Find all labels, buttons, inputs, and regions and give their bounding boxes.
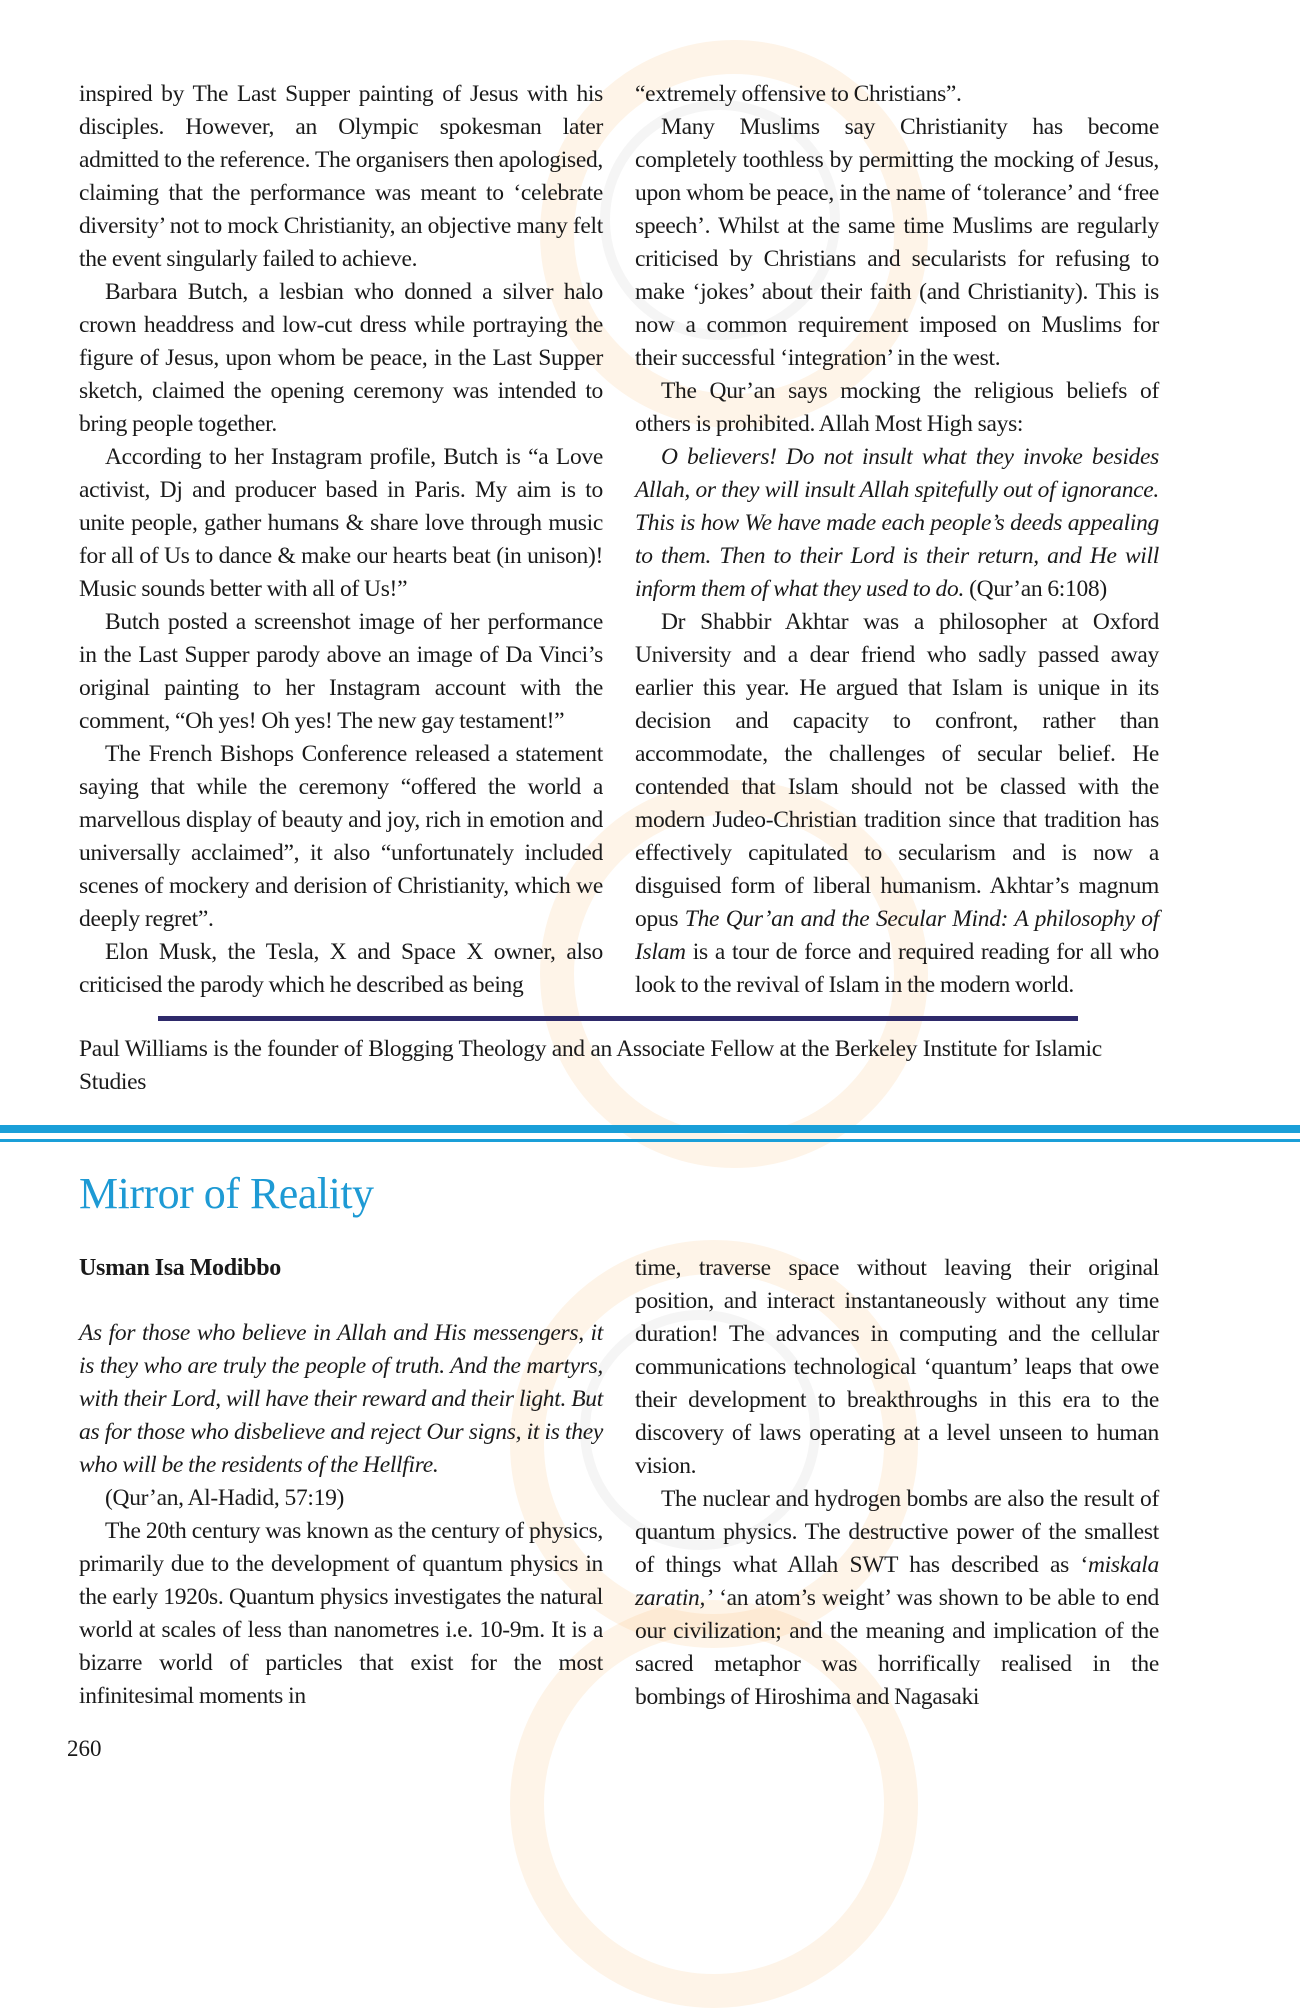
- divider: [158, 1016, 1078, 1021]
- article-author: Usman Isa Modibbo: [79, 1255, 281, 1281]
- epigraph-text: As for those who believe in Allah and His messengers, it is they who are truly the people of truth. And the martyrs, with their Lord, will have their reward and their light. But as for those who disbelieve and reject Our signs, it is they who will be the residents of the Hellfire.: [79, 1320, 603, 1478]
- section-divider-thin: [0, 1139, 1300, 1142]
- section-divider: [0, 1125, 1300, 1133]
- paragraph: The French Bishops Conference released a statement saying that while the ceremony “offered the world a marvellous display of beauty and joy, rich in emotion and universally acclaimed”, it also “unfortunately included scenes of mockery and derision of Christianity, which we deeply regret”.: [79, 741, 603, 932]
- epigraph: [79, 1317, 603, 1482]
- paragraph: time, traverse space without leaving their original position, and interact instantaneously without any time duration! The advances in computing and the cellular communications technological ‘quantum’ leaps that owe their development to breakthroughs in this era to the discovery of laws operating at a level unseen to human vision.: [635, 1255, 1159, 1479]
- author-bio: Paul Williams is the founder of Blogging Theology and an Associate Fellow at the Berkeley Institute for Islamic Studies: [79, 1036, 1102, 1095]
- paragraph: [635, 606, 1159, 1002]
- paragraph: “extremely offensive to Christians”.: [635, 81, 962, 107]
- top-columns: [79, 78, 1159, 1002]
- bottom-columns: [79, 1252, 1159, 1714]
- paragraph: inspired by The Last Supper painting of Jesus with his disciples. However, an Olympic spokesman later admitted to the reference. The organisers then apologised, claiming that the performance was meant to ‘celebrate diversity’ not to mock Christianity, an objective many felt the event singularly failed to achieve.: [79, 81, 603, 272]
- term: miskala zaratin,’: [635, 1552, 1159, 1611]
- top-left-column: [79, 78, 603, 1002]
- text: is a tour de force and required reading for all who look to the revival of Islam in the modern world.: [635, 939, 1159, 998]
- epigraph-reference: (Qur’an, Al-Hadid, 57:19): [105, 1485, 345, 1511]
- paragraph: Elon Musk, the Tesla, X and Space X owner, also criticised the parody which he described as being: [79, 939, 603, 998]
- quran-quote: [635, 441, 1159, 606]
- bottom-right-column: [635, 1252, 1159, 1714]
- paragraph: Butch posted a screenshot image of her performance in the Last Supper parody above an image of Da Vinci’s original painting to her Instagram account with the comment, “Oh yes! Oh yes! The new gay testament!”: [79, 609, 603, 734]
- text: The nuclear and hydrogen bombs are also the result of quantum physics. The destructive power of the smallest of things what Allah SWT has described as ‘: [635, 1486, 1159, 1578]
- quote-reference: (Qur’an 6:108): [964, 576, 1107, 602]
- paragraph: The 20th century was known as the century of physics, primarily due to the development of quantum physics in the early 1920s. Quantum physics investigates the natural world at scales of less than nanometres i.e. 10-9m. It is a bizarre world of particles that exist for the most infinitesimal moments in: [79, 1518, 603, 1709]
- article-title: Mirror of Reality: [79, 1169, 374, 1218]
- paragraph: Barbara Butch, a lesbian who donned a silver halo crown headdress and low-cut dress while portraying the figure of Jesus, upon whom be peace, in the Last Supper sketch, claimed the opening ceremony was intended to bring people together.: [79, 279, 603, 437]
- top-right-column: [635, 78, 1159, 1002]
- paragraph: [635, 1483, 1159, 1714]
- paragraph: According to her Instagram profile, Butch is “a Love activist, Dj and producer based in Paris. My aim is to unite people, gather humans & share love through music for all of Us to dance & make our hearts beat (in unison)! Music sounds better with all of Us!”: [79, 444, 603, 602]
- page-number: 260: [67, 1736, 102, 1761]
- text: ‘an atom’s weight’ was shown to be able to end our civilization; and the meaning and implication of the sacred metaphor was horrifically realised in the bombings of Hiroshima and Nagasaki: [635, 1585, 1159, 1710]
- paragraph: Many Muslims say Christianity has become completely toothless by permitting the mocking of Jesus, upon whom be peace, in the name of ‘tolerance’ and ‘free speech’. Whilst at the same time Muslims are regularly criticised by Christians and secularists for refusing to make ‘jokes’ about their faith (and Christianity). This is now a common requirement imposed on Muslims for their successful ‘integration’ in the west.: [635, 114, 1159, 371]
- text: Dr Shabbir Akhtar was a philosopher at Oxford University and a dear friend who sadly passed away earlier this year. He argued that Islam is unique in its decision and capacity to confront, rather than accommodate, the challenges of secular belief. He contended that Islam should not be classed with the modern Judeo-Christian tradition since that tradition has effectively capitulated to secularism and is now a disguised form of liberal humanism. Akhtar’s magnum opus: [635, 609, 1159, 932]
- bottom-left-column: [79, 1252, 603, 1714]
- book-title: The Qur’an and the Secular Mind: A philosophy of Islam: [635, 906, 1159, 965]
- paragraph: The Qur’an says mocking the religious beliefs of others is prohibited. Allah Most High says:: [635, 378, 1159, 437]
- quote-text: O believers! Do not insult what they invoke besides Allah, or they will insult Allah spitefully out of ignorance. This is how We have made each people’s deeds appealing to them. Then to their Lord is their return, and He will inform them of what they used to do.: [635, 444, 1159, 602]
